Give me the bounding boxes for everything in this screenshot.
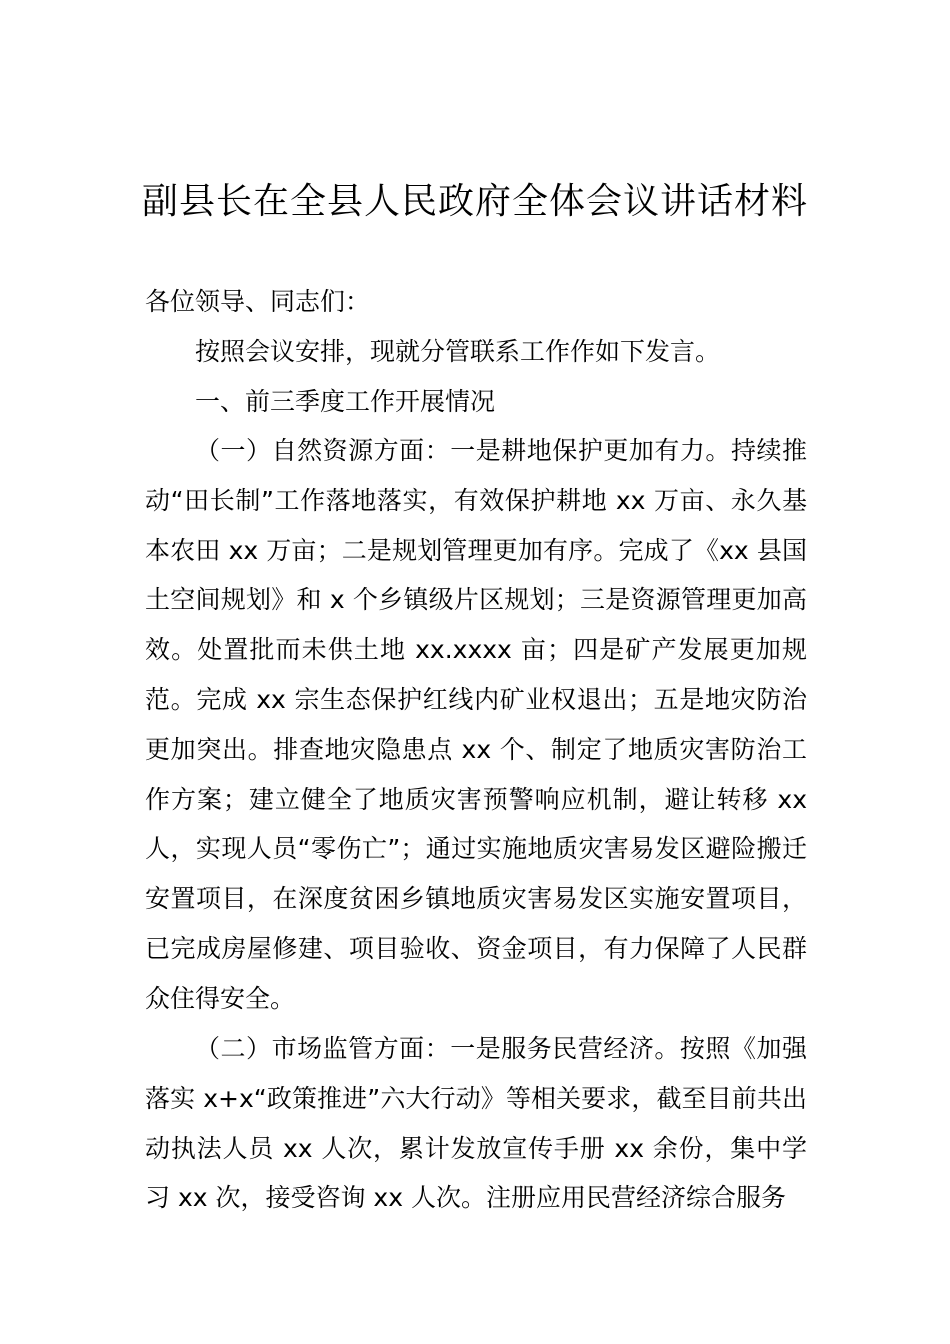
natural-resources-paragraph: （一）自然资源方面：一是耕地保护更加有力。持续推动“田长制”工作落地落实，有效保护耕地 xx 万亩、永久基本农田 xx 万亩；二是规划管理更加有序。完成了《xx 县国土空间规划》和 x 个乡镇级片区规划；三是资源管理更加高效。处置批而未供土地 xx.xxxx 亩；四是矿产发展更加规范。完成 xx 宗生态保护红线内矿业权退出；五是地灾防治更加突出。排查地灾隐患点 xx 个、制定了地质灾害防治工作方案；建立健全了地质灾害预警响应机制，避让转移 xx 人，实现人员“零伤亡”；通过实施地质灾害易发区避险搬迁安置项目，在深度贫困乡镇地质灾害易发区实施安置项目，已完成房屋修建、项目验收、资金项目，有力保障了人民群众住得安全。 [145,436,807,1013]
section-heading: 一、前三季度工作开展情况 [195,387,496,416]
salutation: 各位领导、同志们： [145,287,371,316]
market-supervision-paragraph: （二）市场监管方面：一是服务民营经济。按照《加强落实 x+x“政策推进”六大行动》等相关要求，截至目前共出动执法人员 xx 人次，累计发放宣传手册 xx 余份，集中学习 xx 次，接受咨询 xx 人次。注册应用民营经济综合服务 [145,1034,807,1213]
document-title: 副县长在全县人民政府全体会议讲话材料 [141,181,808,222]
intro-paragraph: 按照会议安排，现就分管联系工作作如下发言。 [195,337,721,366]
